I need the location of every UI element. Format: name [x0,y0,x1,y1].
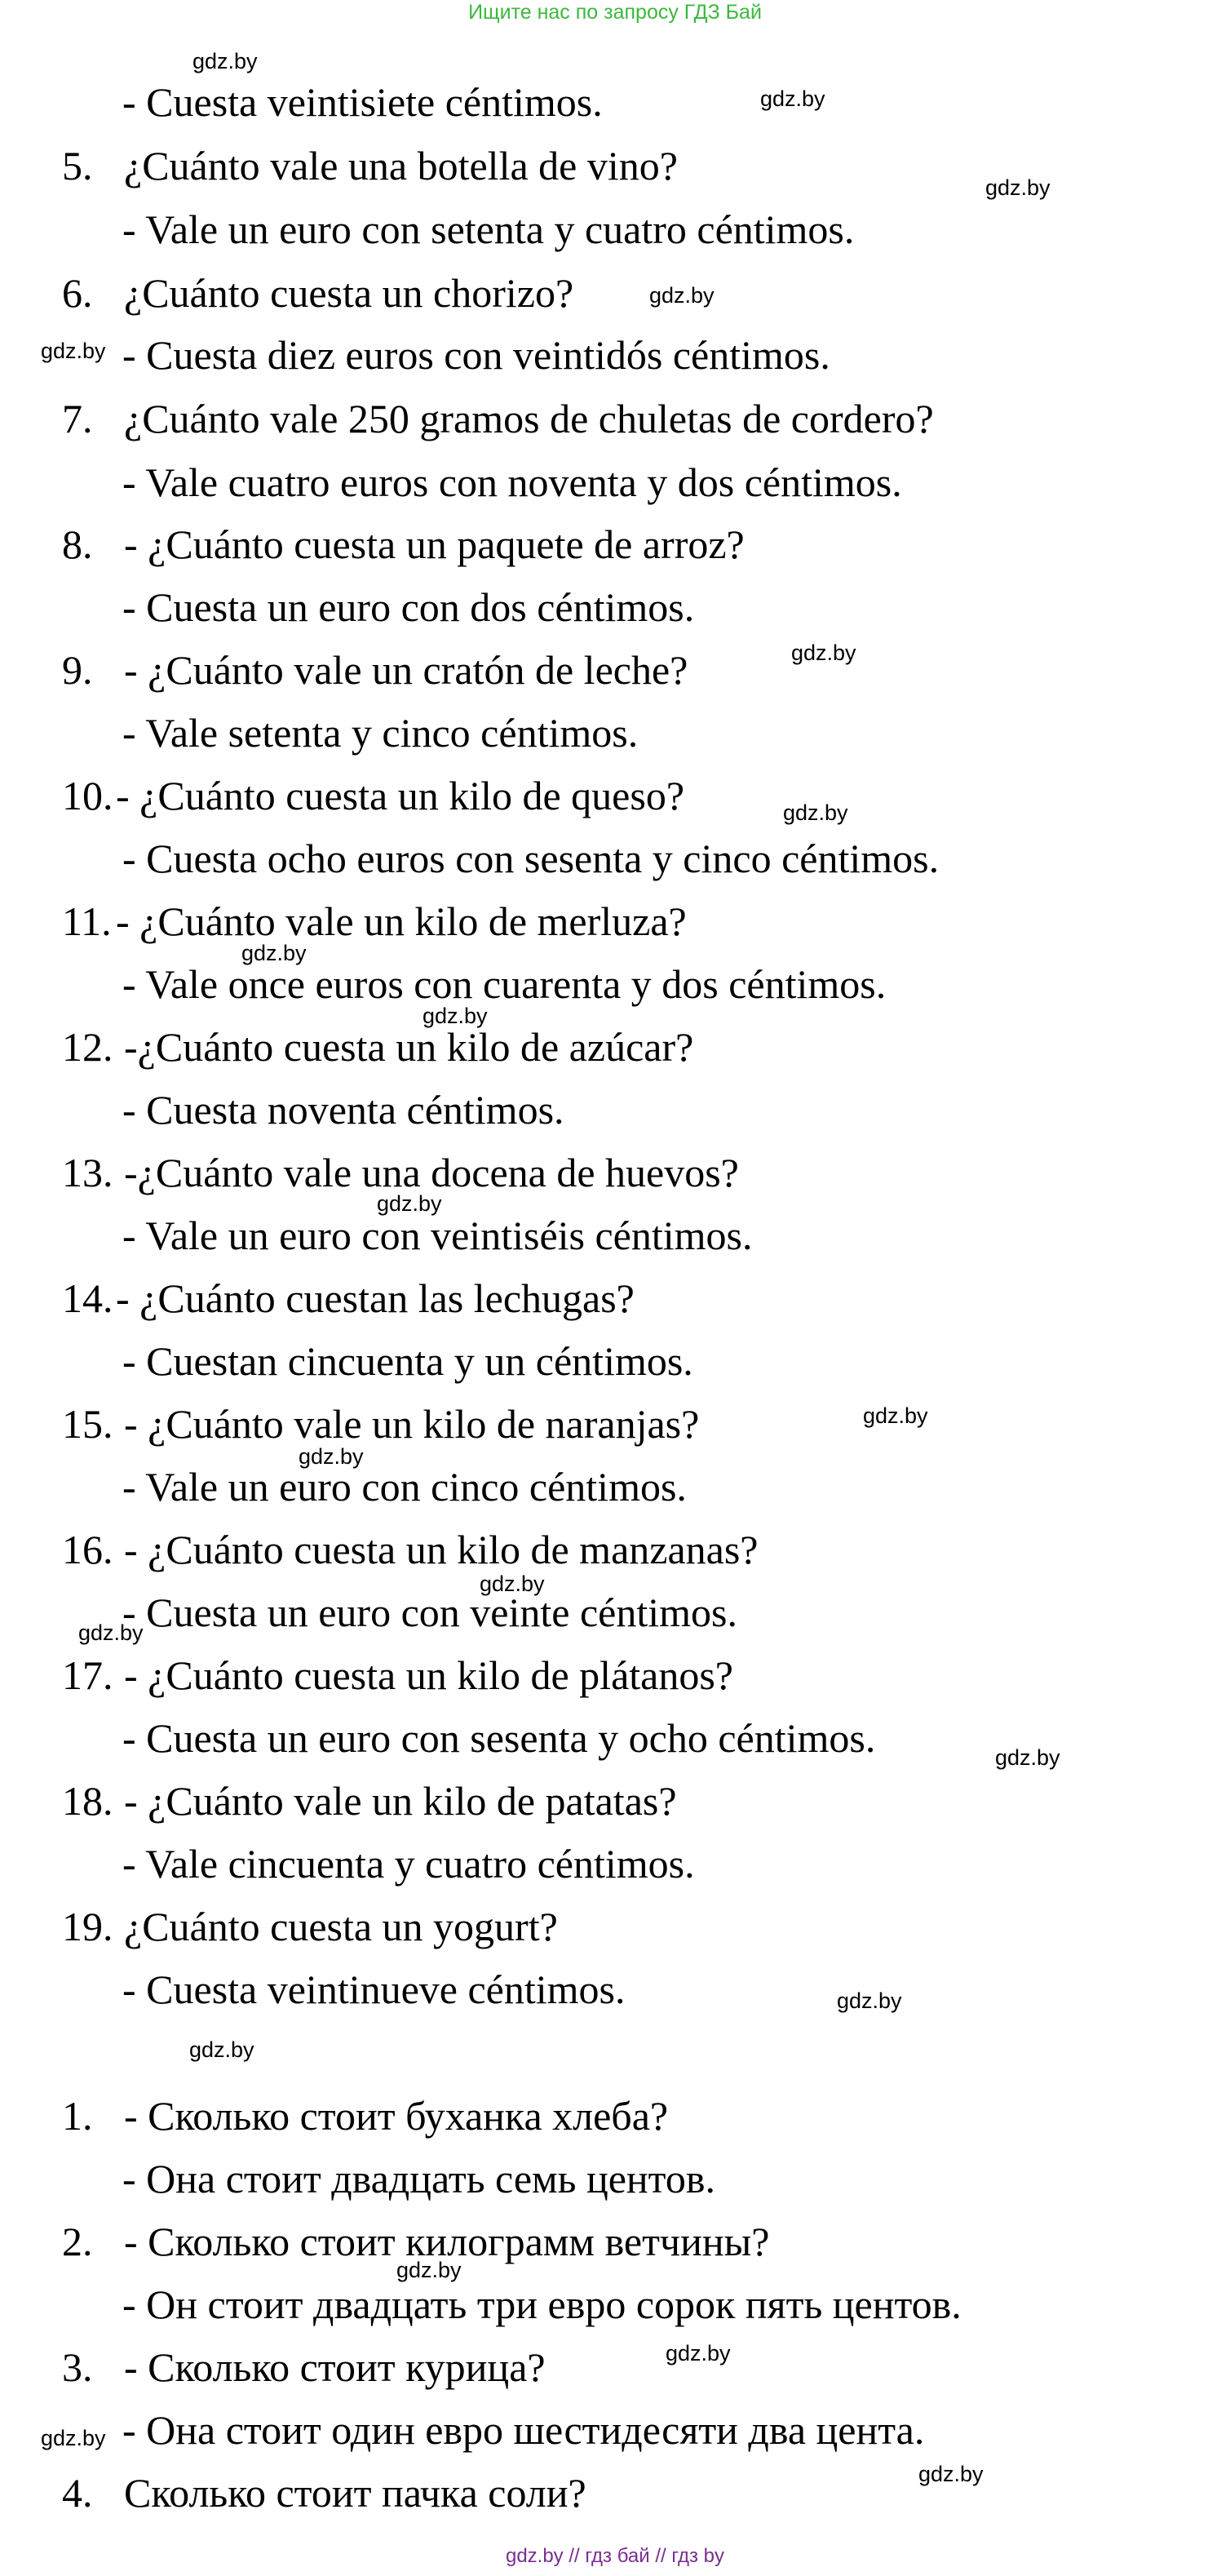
top-banner: Ищите нас по запросу ГДЗ Бай [468,1,762,24]
watermark: gdz.by [423,1004,488,1028]
answer-line: - Она стоит один евро шестидесяти два цента. [122,2407,925,2453]
answer-line: - Cuesta un euro con sesenta y ocho céntimos. [122,1715,876,1761]
answer-line: - Vale once euros con cuarenta y dos céntimos. [122,961,887,1007]
watermark: gdz.by [791,641,856,665]
answer-line: - Vale un euro con veintiséis céntimos. [122,1213,753,1258]
watermark: gdz.by [480,1572,545,1596]
watermark: gdz.by [78,1621,144,1645]
answer-line: - Cuesta veintinueve céntimos. [122,1966,626,2012]
answer-line: - Он стоит двадцать три евро сорок пять центов. [122,2281,962,2327]
watermark: gdz.by [396,2258,462,2282]
watermark: gdz.by [241,941,307,965]
answer-line: - Cuesta un euro con dos céntimos. [122,584,695,630]
answer-line: - Vale un euro con setenta y cuatro céntimos. [122,206,855,252]
watermark: gdz.by [41,2426,106,2450]
document-page: Ищите нас по запросу ГДЗ Бай - Cuesta veintisiete céntimos. 5. ¿Cuánto vale una botella de vino? - Vale un euro con setenta y cuatro céntimos. 6. ¿Cuánto cuesta un chorizo? - Cuesta diez euros con veintidós céntimos. 7. ¿Cuánto vale 250 gramos de chuletas de cordero? - Vale cuatro euros con noventa y dos céntimos. 8. - ¿Cuánto cuesta un paquete de arroz? - Cuesta un euro con dos céntimos. 9. - ¿Cuánto vale un cratón de leche? - Vale setenta y cinco céntimos. 10. - ¿Cuánto cuesta un kilo de queso? - Cuesta ocho euros con sesenta y cinco céntimos. 11. - ¿Cuánto vale un kilo de merluza? - Vale once euros con cuarenta y dos céntimos. 12. -¿Cuánto cuesta un kilo de azúcar? - Cuesta noventa céntimos. 13. -¿Cuánto vale una docena de huevos? - Vale un euro con veintiséis céntimos. 14. - ¿Cuánto cuestan las lechugas? - Cuestan cincuenta y un céntimos. 15. - ¿Cuánto vale un kilo de naranjas? - Vale un euro con cinco céntimos. 16. - ¿Cuánto cuesta un kilo de manzanas? - Cuesta un euro con veinte céntimos. 17. - ¿Cuánto cuesta un kilo de plátanos? - Cuesta un euro con sesenta y ocho céntimos. 18. - ¿Cuánto vale un kilo de patatas? - Vale cincuenta y cuatro céntimos. 19. ¿Cuánto cuesta un yogurt? - Cuesta veintinueve céntimos. 1. - Сколько стоит буханка хлеба? - Она стоит двадцать семь центов. 2. - Сколько стоит килограмм ветчины? - Он стоит двадцать три евро сорок пять центов. 3. - Сколько стоит курица? - Она стоит один евро шестидесяти два цента. 4. Сколько стоит пачка соли? gdz.by gdz.by gdz.by gdz.by gdz.by gdz.by gdz.by gdz.by gdz.by gdz.by gdz.by gdz.by gdz.by gdz.by gdz.by gdz.by gdz.by gdz.by gdz.by gdz.by gdz.by gdz.by // гдз бай // гдз by [0,0,1230,2576]
watermark: gdz.by [41,339,106,363]
answer-line: - Она стоит двадцать семь центов. [122,2156,715,2201]
answer-line: - Cuesta un euro con veinte céntimos. [122,1589,737,1635]
watermark: gdz.by [863,1403,928,1428]
answer-line: - Cuesta ocho euros con sesenta y cinco céntimos. [122,836,940,881]
watermark: gdz.by [837,1989,902,2013]
watermark: gdz.by [985,175,1051,200]
watermark: gdz.by [995,1745,1060,1770]
answer-line: - Cuesta veintisiete céntimos. [122,79,603,125]
watermark: gdz.by [666,2341,731,2365]
watermark: gdz.by [299,1444,364,1469]
answer-line: - Cuesta noventa céntimos. [122,1087,564,1133]
answer-line: - Vale cuatro euros con noventa y dos céntimos. [122,459,902,505]
watermark: gdz.by [189,2037,254,2062]
footer-links: gdz.by // гдз бай // гдз by [505,2545,725,2567]
watermark: gdz.by [918,2462,984,2486]
watermark: gdz.by [192,49,258,73]
answer-line: - Cuesta diez euros con veintidós céntimos. [122,332,830,378]
watermark: gdz.by [377,1191,442,1216]
answer-line: - Vale un euro con cinco céntimos. [122,1464,687,1510]
watermark: gdz.by [783,800,848,825]
answer-line: - Vale setenta y cinco céntimos. [122,710,639,756]
watermark: gdz.by [649,283,715,308]
answer-line: - Cuestan cincuenta y un céntimos. [122,1338,693,1384]
watermark: gdz.by [760,86,825,111]
answer-line: - Vale cincuenta y cuatro céntimos. [122,1841,695,1887]
